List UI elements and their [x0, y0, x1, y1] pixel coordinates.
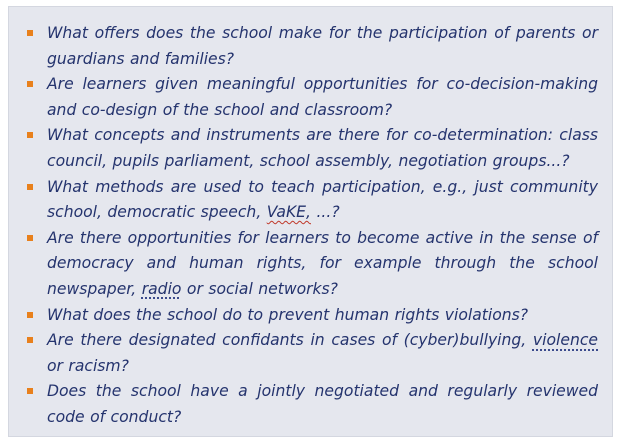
item-text-after: ...? [311, 203, 340, 222]
question-list [9, 7, 612, 431]
item-text: Does the school have a jointly negotiated and regularly reviewed code of conduct? [47, 382, 598, 426]
square-bullet-icon [27, 312, 33, 318]
spellcheck-flagged-word[interactable]: VaKE, [266, 203, 311, 222]
grammar-flagged-word[interactable]: radio [141, 279, 182, 298]
square-bullet-icon [27, 30, 33, 36]
item-text-after: or social networks? [181, 279, 338, 298]
item-text: What offers does the school make for the participation of parents or guardians and families? [47, 24, 598, 68]
square-bullet-icon [27, 184, 33, 190]
item-text: What does the school do to prevent human rights violations? [47, 305, 529, 324]
list-item [19, 226, 598, 303]
list-item [19, 379, 598, 430]
square-bullet-icon [27, 337, 33, 343]
square-bullet-icon [27, 132, 33, 138]
item-text-after: or racism? [47, 356, 129, 375]
item-text: Are learners given meaningful opportunities for co-decision-making and co-design of the school and classroom? [47, 75, 598, 119]
list-item [19, 72, 598, 123]
item-text-before: Are there opportunities for learners to become active in the sense of democracy and human rights, for example through the school newspaper, [47, 228, 598, 298]
item-text: What concepts and instruments are there for co-determination: class council, pupils parliament, school assembly, negotiation groups...? [47, 126, 598, 170]
list-item [19, 328, 598, 379]
question-list-panel [8, 6, 613, 437]
list-item [19, 21, 598, 72]
list-item [19, 123, 598, 174]
square-bullet-icon [27, 235, 33, 241]
item-text-before: What methods are used to teach participation, e.g., just community school, democratic speech, [47, 177, 598, 222]
square-bullet-icon [27, 388, 33, 394]
list-item [19, 175, 598, 226]
item-text-before: Are there designated confidants in cases of (cyber)bullying, [47, 331, 533, 350]
square-bullet-icon [27, 81, 33, 87]
list-item [19, 303, 598, 329]
grammar-flagged-word[interactable]: violence [532, 331, 598, 350]
